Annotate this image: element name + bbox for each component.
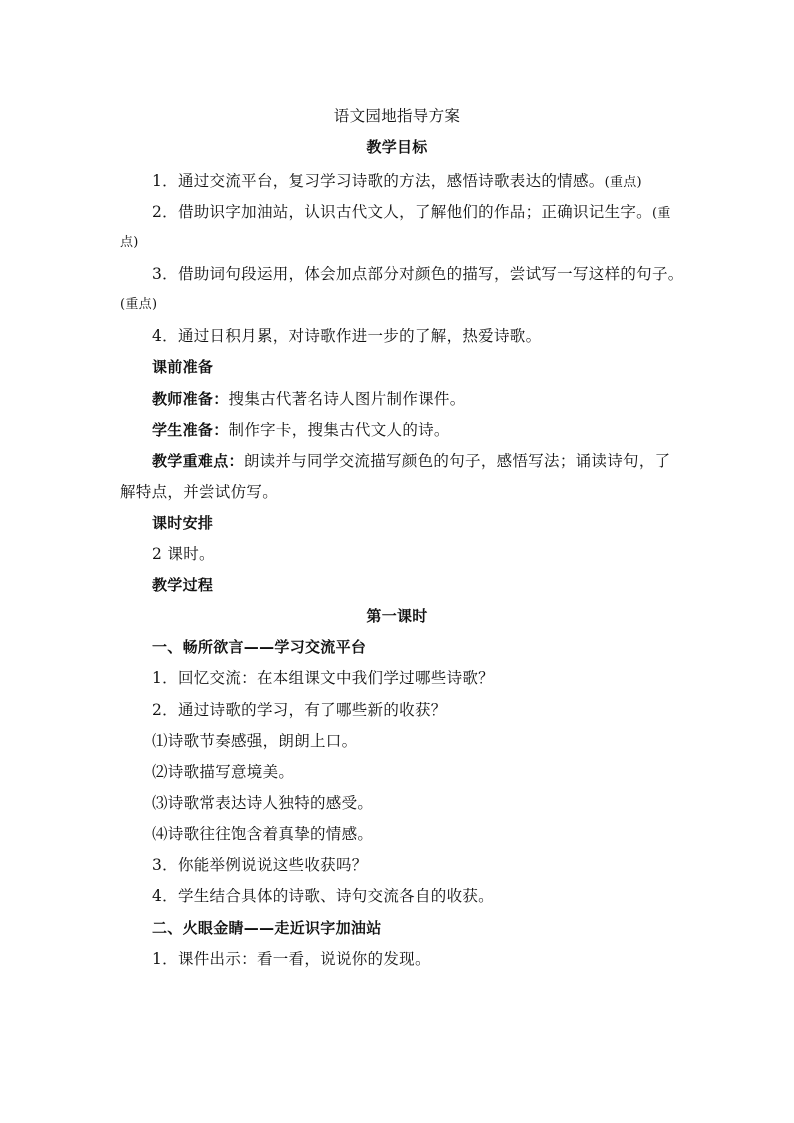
part1-item-5: ⑶诗歌常表达诗人独特的感受。 bbox=[152, 794, 374, 812]
teacher-prep-text: 搜集古代著名诗人图片制作课件。 bbox=[228, 390, 466, 408]
objective-1-text: 1．通过交流平台，复习学习诗歌的方法，感悟诗歌表达的情感。 bbox=[152, 172, 605, 190]
section-heading-preparation: 课前准备 bbox=[152, 358, 214, 376]
objective-2-text: 2．借助识字加油站，认识古代文人，了解他们的作品；正确识记生字。 bbox=[152, 203, 652, 221]
teacher-preparation bbox=[152, 389, 466, 409]
student-preparation bbox=[152, 420, 450, 440]
part1-item-7: 3．你能举例说说这些收获吗？ bbox=[152, 856, 368, 874]
objective-3-line1: 3．借助词句段运用，体会加点部分对颜色的描写，尝试写一写这样的句子。 bbox=[152, 265, 684, 283]
student-prep-label: 学生准备： bbox=[152, 421, 229, 439]
part1-item-8: 4．学生结合具体的诗歌、诗句交流各自的收获。 bbox=[152, 887, 494, 905]
difficulty-line1 bbox=[152, 451, 670, 471]
objective-2-line1 bbox=[152, 202, 671, 224]
document-title: 语文园地指导方案 bbox=[333, 107, 461, 125]
section-heading-objectives: 教学目标 bbox=[366, 138, 428, 156]
section-heading-process: 教学过程 bbox=[152, 576, 214, 594]
part1-item-1: 1．回忆交流：在本组课文中我们学过哪些诗歌？ bbox=[152, 669, 494, 687]
objective-1 bbox=[152, 171, 642, 193]
part1-item-4: ⑵诗歌描写意境美。 bbox=[152, 763, 295, 781]
schedule-text: 2 课时。 bbox=[152, 545, 215, 563]
part1-item-6: ⑷诗歌往往饱含着真挚的情感。 bbox=[152, 825, 374, 843]
teacher-prep-label: 教师准备： bbox=[152, 390, 229, 408]
objective-4: 4．通过日积月累，对诗歌作进一步的了解，热爱诗歌。 bbox=[152, 327, 542, 345]
lesson-title: 第一课时 bbox=[366, 607, 428, 625]
section-heading-schedule: 课时安排 bbox=[152, 514, 214, 532]
part2-heading: 二、火眼金睛——走近识字加油站 bbox=[152, 919, 382, 937]
objective-1-note: (重点) bbox=[604, 175, 642, 190]
student-prep-text: 制作字卡，搜集古代文人的诗。 bbox=[228, 421, 450, 439]
part1-item-3: ⑴诗歌节奏感强，朗朗上口。 bbox=[152, 732, 358, 750]
part1-heading: 一、畅所欲言——学习交流平台 bbox=[152, 638, 367, 656]
part2-item-1: 1．课件出示：看一看，说说你的发现。 bbox=[152, 950, 431, 968]
difficulty-line2: 解特点，并尝试仿写。 bbox=[120, 483, 279, 501]
part1-item-2: 2．通过诗歌的学习，有了哪些新的收获？ bbox=[152, 701, 447, 719]
objective-2-note: (重 bbox=[651, 206, 671, 221]
objective-3-line2: (重点) bbox=[120, 297, 158, 312]
difficulty-label: 教学重难点： bbox=[152, 452, 244, 470]
difficulty-text-1: 朗读并与同学交流描写颜色的句子，感悟写法；诵读诗句，了 bbox=[243, 452, 671, 470]
objective-2-line2: 点) bbox=[120, 235, 139, 250]
